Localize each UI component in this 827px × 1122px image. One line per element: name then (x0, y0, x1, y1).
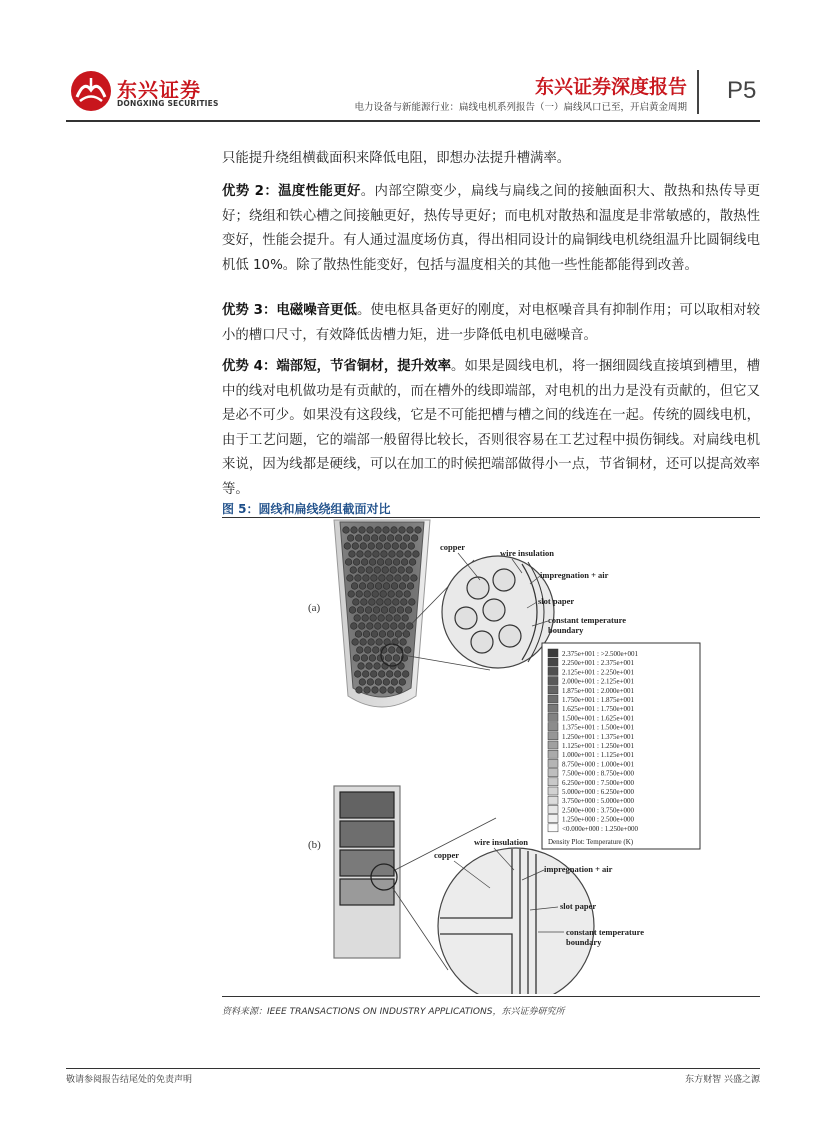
legend-swatch (548, 824, 558, 832)
legend-entry: 7.500e+000 : 8.750e+000 (562, 769, 635, 778)
round-wire-dot (386, 615, 393, 622)
round-wire-dot (400, 543, 407, 550)
legend-swatch (548, 667, 558, 675)
round-wire-dot (390, 567, 397, 574)
round-wire-dot (389, 551, 396, 558)
advantage-4-heading: 优势 4：端部短，节省铜材，提升效率 (222, 359, 452, 374)
round-wire-dot (396, 591, 403, 598)
legend-swatch (548, 741, 558, 749)
round-wire-dot (366, 663, 373, 670)
round-wire-dot (352, 639, 359, 646)
round-wire-dot (386, 671, 393, 678)
round-wire-dot (351, 623, 358, 630)
round-wire-dot (371, 631, 378, 638)
round-wire-dot (407, 583, 414, 590)
round-wire-dot (368, 639, 375, 646)
round-wire-dot (354, 615, 361, 622)
legend-entry: 1.000e+001 : 1.125e+001 (562, 751, 635, 760)
legend-entry: 1.875e+001 : 2.000e+001 (562, 686, 635, 695)
round-wire-dot (365, 607, 372, 614)
legend-swatch (548, 649, 558, 657)
round-wire-dot (391, 583, 398, 590)
report-subtitle: 电力设备与新能源行业：扁线电机系列报告（一）扁线风口已至，开启黄金周期 (354, 102, 687, 113)
legend-entry: 3.750e+000 : 5.000e+000 (562, 797, 635, 806)
round-wire-dot (360, 639, 367, 646)
b-label-copper: copper (434, 850, 460, 860)
round-wire-dot (367, 679, 374, 686)
round-wire-dot (380, 687, 387, 694)
legend-swatch (548, 787, 558, 795)
round-wire-dot (362, 671, 369, 678)
round-wire-dot (363, 575, 370, 582)
legend-entry: 1.250e+000 : 2.500e+000 (562, 815, 635, 824)
round-wire-dot (371, 535, 378, 542)
legend-entry: 5.000e+000 : 6.250e+000 (562, 788, 635, 796)
paragraph-advantage-2 (222, 180, 760, 278)
legend-caption: Density Plot: Temperature (K) (548, 838, 634, 846)
legend-entry: <0.000e+000 : 1.250e+000 (562, 824, 639, 833)
round-wire-dot (364, 647, 371, 654)
round-wire-dot (402, 615, 409, 622)
round-wire-dot (411, 575, 418, 582)
round-wire-dot (370, 671, 377, 678)
round-wire-dot (396, 687, 403, 694)
legend-entry: 2.250e+001 : 2.375e+001 (562, 659, 635, 668)
round-wire-dot (355, 631, 362, 638)
a-label-impregnation: impregnation + air (540, 570, 609, 580)
round-wire-dot (378, 615, 385, 622)
round-wire-dot (403, 535, 410, 542)
round-wire-dot (349, 551, 356, 558)
footer-disclaimer-note: 敬请参阅报告结尾处的免责声明 (66, 1075, 193, 1085)
a-label-wire-insulation: wire insulation (500, 548, 554, 558)
round-wire-dot (379, 575, 386, 582)
round-wire-dot (388, 591, 395, 598)
round-wire-dot (375, 679, 382, 686)
round-wire-dot (369, 559, 376, 566)
a-label-boundary-2: boundary (548, 625, 584, 635)
round-wire-dot (350, 567, 357, 574)
advantage-3-heading: 优势 3：电磁噪音更低 (222, 303, 357, 318)
round-wire-dot (358, 663, 365, 670)
round-wire-dot (359, 527, 366, 534)
round-wire-dot (356, 647, 363, 654)
round-wire-dot (385, 599, 392, 606)
figure-title: 图 5：圆线和扁线绕组截面对比 (222, 502, 391, 516)
round-wire-dot (398, 567, 405, 574)
round-wire-dot (399, 583, 406, 590)
round-wire-dot (375, 623, 382, 630)
round-wire-dot (399, 527, 406, 534)
round-wire-dot (394, 615, 401, 622)
b-label-slot-paper: slot paper (560, 901, 597, 911)
a-label-boundary-1: constant temperature (548, 615, 626, 625)
legend-swatch (548, 695, 558, 703)
round-wire-dot (353, 599, 360, 606)
advantage-4-text: 。如果是圆线电机，将一捆细圆线直接填到槽里，槽中的线对电机做功是有贡献的，而在槽外的线即端部，对电机的出力是没有贡献的，但它又是必不可少。如果没有这段线，它是不可能把槽与槽之间的线连在一起。传统的圆线电机，由于工艺问题，它的端部一般留得比较长，否则很容易在工艺过程中损伤铜线。对扁线电机来说，因为线都是硬线，可以在加工的时候把端部做得小一点，节省铜材，还可以提高效率等。 (222, 359, 760, 497)
paragraph-advantage-3 (222, 299, 760, 348)
figure-source: 资料来源：IEEE TRANSACTIONS ON INDUSTRY APPLICATIONS，东兴证券研究所 (222, 1007, 565, 1017)
round-wire-dot (353, 559, 360, 566)
legend-swatch (548, 713, 558, 721)
round-wire-dot (376, 543, 383, 550)
legend-entry: 2.000e+001 : 2.125e+001 (562, 677, 635, 686)
b-label-boundary-2: boundary (566, 937, 602, 947)
legend-swatch (548, 778, 558, 786)
round-wire-dot (409, 599, 416, 606)
round-wire-dot (391, 527, 398, 534)
source-rule (222, 996, 760, 997)
round-wire-dot (352, 543, 359, 550)
round-wire-dot (384, 543, 391, 550)
legend-swatch (548, 759, 558, 767)
round-wire-dot (393, 655, 400, 662)
round-wire-dot (413, 551, 420, 558)
advantage-3-text: 。使电枢具备更好的刚度，对电枢噪音具有抑制作用；可以取相对较小的槽口尺寸，有效降低齿槽力矩，进一步降低电机电磁噪音。 (222, 303, 760, 343)
legend-entry: 1.500e+001 : 1.625e+001 (562, 714, 635, 723)
footer-slogan: 东方财智 兴盛之源 (685, 1075, 760, 1085)
round-wire-dot (353, 655, 360, 662)
round-wire-dot (400, 639, 407, 646)
round-wire-dot (360, 543, 367, 550)
legend-swatch (548, 677, 558, 685)
round-wire-dot (356, 591, 363, 598)
round-wire-dot (357, 551, 364, 558)
round-wire-dot (404, 647, 411, 654)
round-wire-dot (395, 575, 402, 582)
logo-english-name: DONGXING SECURITIES (117, 99, 219, 108)
round-wire-dot (354, 671, 361, 678)
legend-swatch (548, 805, 558, 813)
round-wire-dot (361, 559, 368, 566)
round-wire-dot (361, 655, 368, 662)
round-wire-dot (391, 679, 398, 686)
round-wire-dot (383, 527, 390, 534)
round-wire-dot (407, 527, 414, 534)
round-wire-dot (409, 559, 416, 566)
round-wire-dot (391, 623, 398, 630)
round-wire-dot (381, 607, 388, 614)
round-wire-dot (370, 615, 377, 622)
round-wire-dot (375, 527, 382, 534)
b-label-boundary-1: constant temperature (566, 927, 644, 937)
page-number: P5 (727, 77, 757, 104)
round-wire-dot (385, 655, 392, 662)
round-wire-dot (397, 607, 404, 614)
round-wire-dot (401, 599, 408, 606)
round-wire-dot (403, 575, 410, 582)
a-label-slot-paper: slot paper (538, 596, 575, 606)
advantage-2-text: 。内部空隙变少，扁线与扁线之间的接触面积大、散热和热传导更好；绕组和铁心槽之间接触更好，热传导更好；而电机对散热和温度是非常敏感的，散热性变好，性能会提升。有人通过温度场仿真，得出相同设计的扁铜线电机绕组温升比圆铜线电机低 10%。除了散热性能变好，包括与温度相关的其他一些性能都能得到改善。 (222, 184, 760, 273)
round-wire-dot (387, 535, 394, 542)
round-wire-dot (387, 631, 394, 638)
a-label-copper: copper (440, 542, 466, 552)
round-wire-dot (373, 607, 380, 614)
legend-entry: 1.625e+001 : 1.750e+001 (562, 705, 635, 714)
round-wire-dot (402, 671, 409, 678)
paragraph-intro: 只能提升绕组横截面积来降低电阻，即想办法提升槽满率。 (222, 151, 571, 166)
round-wire-dot (383, 623, 390, 630)
round-wire-dot (367, 623, 374, 630)
round-wire-dot (345, 559, 352, 566)
round-wire-dot (351, 527, 358, 534)
round-wire-dot (379, 535, 386, 542)
legend-swatch (548, 686, 558, 694)
legend-entry: 2.125e+001 : 2.250e+001 (562, 668, 635, 677)
round-wire-dot (375, 583, 382, 590)
legend-entry: 6.250e+000 : 7.500e+000 (562, 778, 635, 787)
round-wire-dot (380, 591, 387, 598)
round-wire-dot (383, 679, 390, 686)
legend-swatch (548, 732, 558, 740)
round-wire-dot (393, 599, 400, 606)
round-wire-dot (355, 575, 362, 582)
b-label-impregnation: impregnation + air (544, 864, 613, 874)
round-wire-dot (358, 567, 365, 574)
round-wire-dot (349, 607, 356, 614)
round-wire-dot (381, 551, 388, 558)
round-wire-dot (388, 687, 395, 694)
round-wire-dot (373, 551, 380, 558)
round-wire-dot (367, 583, 374, 590)
legend-entry: 1.250e+001 : 1.375e+001 (562, 732, 635, 741)
round-wire-dot (408, 543, 415, 550)
round-wire-dot (397, 551, 404, 558)
legend-entry: 2.375e+001 : >2.500e+001 (562, 650, 639, 658)
winding-cross-section-figure (222, 518, 760, 994)
round-wire-dot (359, 583, 366, 590)
report-brand-title: 东兴证券深度报告 (534, 76, 687, 98)
advantage-2-heading: 优势 2：温度性能更好 (222, 184, 361, 199)
round-wire-dot (393, 559, 400, 566)
label-a: (a) (308, 602, 321, 614)
round-wire-dot (377, 559, 384, 566)
paragraph-advantage-4 (222, 355, 760, 502)
round-wire-dot (359, 623, 366, 630)
round-wire-dot (404, 591, 411, 598)
round-wire-dot (399, 679, 406, 686)
legend-swatch (548, 796, 558, 804)
round-wire-dot (355, 535, 362, 542)
round-wire-dot (361, 599, 368, 606)
round-wire-dot (368, 543, 375, 550)
round-wire-dot (362, 615, 369, 622)
legend-entry: 1.750e+001 : 1.875e+001 (562, 696, 635, 704)
round-wire-dot (366, 567, 373, 574)
round-wire-dot (405, 607, 412, 614)
round-wire-dot (392, 543, 399, 550)
legend-swatch (548, 704, 558, 712)
round-wire-dot (383, 583, 390, 590)
legend-entry: 8.750e+000 : 1.000e+001 (562, 760, 635, 769)
logo-chinese-name: 东兴证券 (117, 78, 201, 102)
legend-entry: 1.375e+001 : 1.500e+001 (562, 723, 635, 732)
dongxing-logo-icon (70, 70, 112, 112)
round-wire-dot (372, 647, 379, 654)
legend-swatch (548, 769, 558, 777)
round-wire-dot (372, 687, 379, 694)
legend-swatch (548, 750, 558, 758)
footer-rule (66, 1068, 760, 1069)
round-wire-dot (387, 575, 394, 582)
round-wire-dot (411, 535, 418, 542)
legend-swatch (548, 658, 558, 666)
legend-entry: 1.125e+001 : 1.250e+001 (562, 742, 635, 750)
round-wire-dot (377, 599, 384, 606)
round-wire-dot (363, 631, 370, 638)
round-wire-dot (405, 551, 412, 558)
round-wire-dot (376, 639, 383, 646)
round-wire-dot (389, 607, 396, 614)
round-wire-dot (374, 567, 381, 574)
round-wire-dot (363, 535, 370, 542)
header-divider (697, 70, 699, 114)
round-wire-dot (394, 671, 401, 678)
b-label-wire-insulation: wire insulation (474, 837, 528, 847)
round-wire-dot (369, 599, 376, 606)
round-wire-dot (359, 679, 366, 686)
legend-swatch (548, 815, 558, 823)
round-wire-dot (401, 559, 408, 566)
round-wire-dot (399, 623, 406, 630)
round-wire-dot (351, 583, 358, 590)
round-wire-dot (395, 535, 402, 542)
round-wire-dot (415, 527, 422, 534)
round-wire-dot (385, 559, 392, 566)
round-wire-dot (348, 591, 355, 598)
round-wire-dot (367, 527, 374, 534)
legend-entry: 2.500e+000 : 3.750e+000 (562, 806, 635, 815)
round-wire-dot (369, 655, 376, 662)
round-wire-dot (382, 567, 389, 574)
round-wire-dot (357, 607, 364, 614)
label-b: (b) (308, 839, 321, 851)
round-wire-dot (395, 631, 402, 638)
round-wire-dot (406, 567, 413, 574)
round-wire-dot (365, 551, 372, 558)
header-rule (66, 120, 760, 122)
round-wire-dot (347, 535, 354, 542)
round-wire-dot (364, 687, 371, 694)
round-wire-dot (344, 543, 351, 550)
round-wire-dot (372, 591, 379, 598)
round-wire-dot (347, 575, 354, 582)
round-wire-dot (378, 671, 385, 678)
legend-swatch (548, 723, 558, 731)
round-wire-dot (374, 663, 381, 670)
round-wire-dot (356, 687, 363, 694)
round-wire-dot (371, 575, 378, 582)
round-wire-dot (364, 591, 371, 598)
round-wire-dot (388, 647, 395, 654)
round-wire-dot (379, 631, 386, 638)
round-wire-dot (343, 527, 350, 534)
